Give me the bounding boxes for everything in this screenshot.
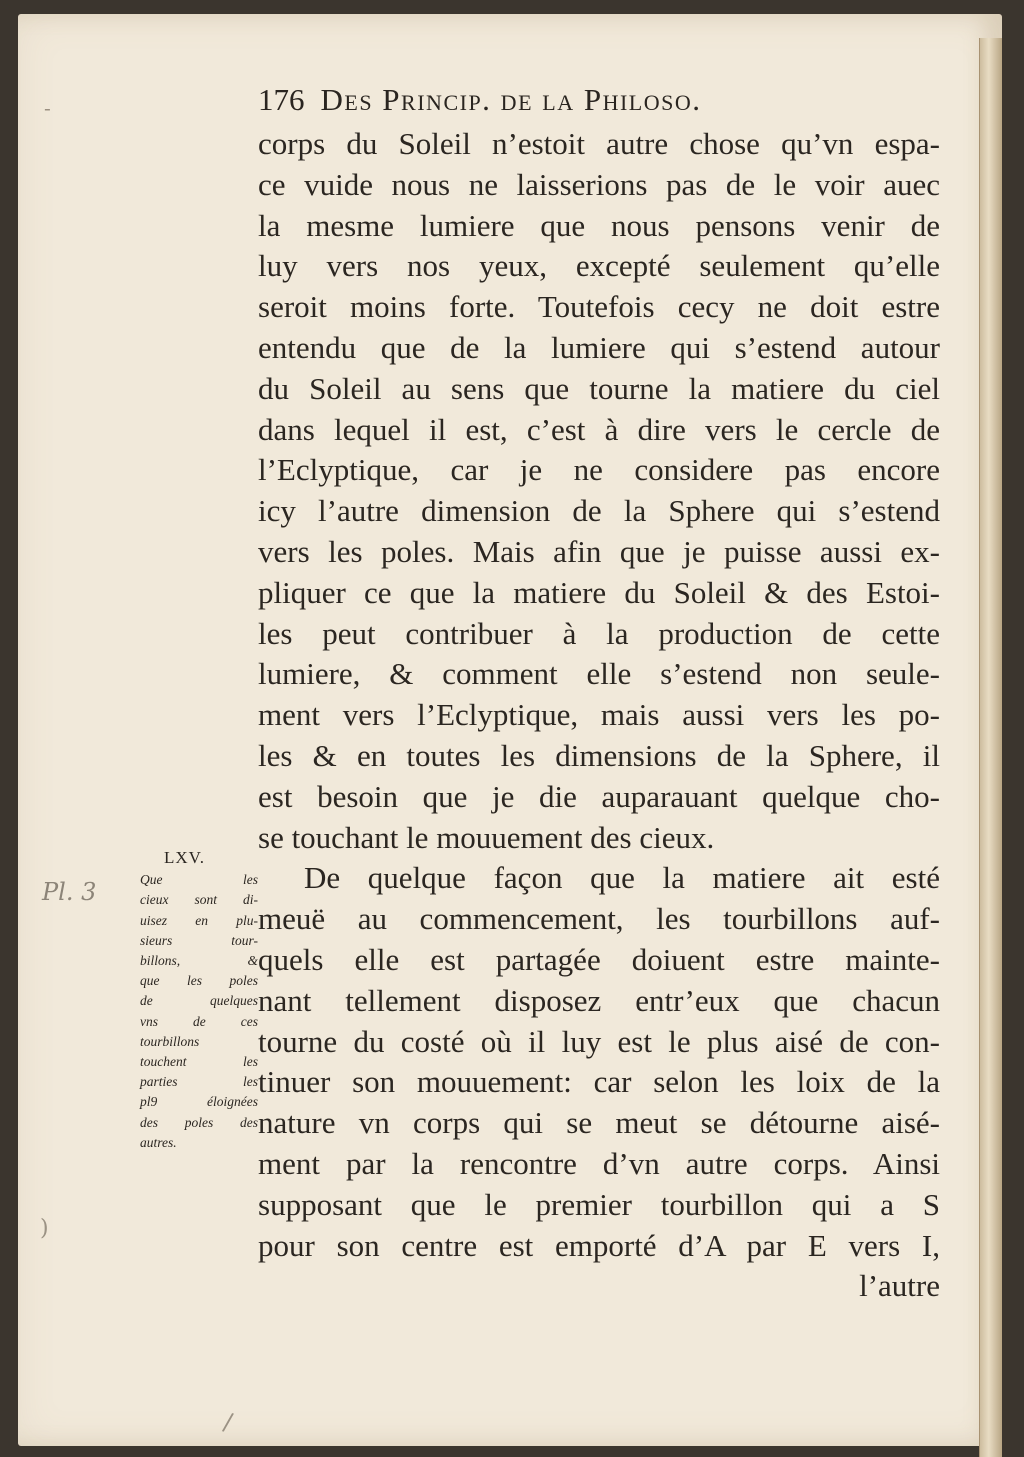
catchword: l’autre: [859, 1268, 940, 1304]
pencil-mark: ): [40, 1216, 49, 1241]
page-number: 176: [258, 82, 305, 117]
marginal-note-line: parties les: [140, 1074, 258, 1090]
article-number: LXV.: [164, 848, 205, 867]
marginal-note-line: tourbillons: [140, 1033, 200, 1049]
text-line: pour son centre est emporté d’A par E vers I,: [258, 1227, 940, 1263]
marginal-note: [140, 848, 258, 1153]
marginal-note-line: vns de ces: [140, 1013, 258, 1029]
text-line: meuë au commencement, les tourbillons auf-: [258, 901, 940, 937]
running-head: [258, 82, 898, 118]
text-line: la mesme lumiere que nous pensons venir de: [258, 207, 940, 243]
marginal-note-line: Que les: [140, 872, 258, 888]
text-line: entendu que de la lumiere qui s’estend autour: [258, 329, 940, 365]
text-line: icy l’autre dimension de la Sphere qui s’estend: [258, 493, 940, 529]
marginal-note-line: que les poles: [140, 973, 258, 989]
body-text: [258, 124, 940, 1307]
marginal-note-line: cieux sont di-: [140, 892, 258, 908]
text-line: luy vers nos yeux, excepté seulement qu’elle: [258, 248, 940, 284]
text-line: tourne du costé où il luy est le plus aisé de con-: [258, 1023, 940, 1059]
marginal-note-line: pl9 éloignées: [140, 1094, 258, 1110]
text-line: les peut contribuer à la production de cette: [258, 615, 940, 651]
text-line: vers les poles. Mais afin que je puisse aussi ex-: [258, 533, 940, 569]
text-line: nature vn corps qui se meut se détourne aisé-: [258, 1105, 940, 1141]
paragraph-start-line: De quelque façon que la matiere ait esté: [304, 860, 940, 896]
text-line: pliquer ce que la matiere du Soleil & des Estoi-: [258, 574, 940, 610]
marginal-note-line: sieurs tour-: [140, 932, 258, 948]
page-fore-edge: [979, 38, 1002, 1457]
marginal-note-line: touchent les: [140, 1054, 258, 1070]
text-line: ment vers l’Eclyptique, mais aussi vers les po-: [258, 697, 940, 733]
text-line: tinuer son mouuement: car selon les loix de la: [258, 1064, 940, 1100]
text-line: du Soleil au sens que tourne la matiere du ciel: [258, 370, 940, 406]
text-line: quels elle est partagée doiuent estre mainte-: [258, 941, 940, 977]
pencil-mark: /: [221, 1407, 235, 1437]
text-line: ce vuide nous ne laisserions pas de le voir auec: [258, 166, 940, 202]
marginal-note-line: autres.: [140, 1134, 177, 1150]
text-line: les & en toutes les dimensions de la Sphere, il: [258, 737, 940, 773]
running-title: Des Princip. de la Philoso.: [320, 82, 702, 117]
text-line: nant tellement disposez entr’eux que chacun: [258, 982, 940, 1018]
text-line: est besoin que je die auparauant quelque cho-: [258, 778, 940, 814]
text-line: corps du Soleil n’estoit autre chose qu’vn espa-: [258, 126, 940, 161]
marginal-note-line: billons, &: [140, 953, 258, 969]
text-line: ment par la rencontre d’vn autre corps. Ainsi: [258, 1145, 940, 1181]
marginal-note-line: des poles des: [140, 1114, 258, 1130]
marginal-note-line: de quelques: [140, 993, 258, 1009]
text-line: seroit moins forte. Toutefois cecy ne doit estre: [258, 289, 940, 325]
marginal-note-line: uisez en plu-: [140, 912, 258, 928]
text-line: l’Eclyptique, car je ne considere pas encore: [258, 452, 940, 488]
text-line: se touchant le mouuement des cieux.: [258, 819, 715, 855]
text-line: lumiere, & comment elle s’estend non seule-: [258, 656, 940, 692]
text-line: dans lequel il est, c’est à dire vers le cercle de: [258, 411, 940, 447]
margin-mark: -: [44, 96, 51, 120]
text-line: supposant que le premier tourbillon qui a S: [258, 1186, 940, 1222]
handwritten-plate-note: Pl. 3: [42, 878, 97, 906]
